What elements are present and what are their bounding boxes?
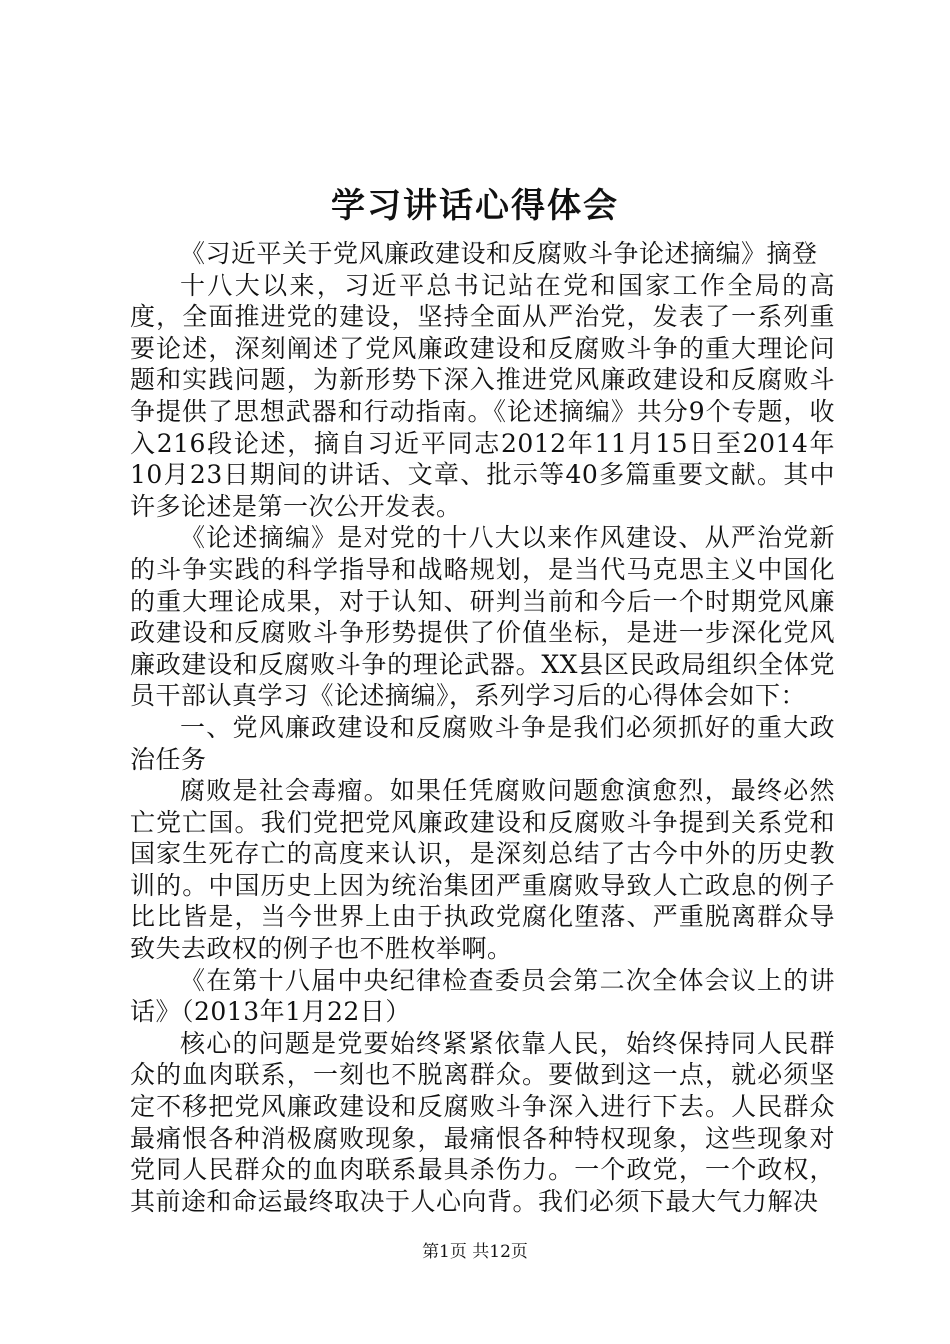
- document-title: 学习讲话心得体会: [331, 186, 619, 226]
- document-body: [130, 238, 835, 1217]
- paragraph-corruption: 腐败是社会毒瘤。如果任凭腐败问题愈演愈烈，最终必然亡党亡国。我们党把党风廉政建设和反腐败斗争提到关系党和国家生死存亡的高度来认识，是深刻总结了古今中外的历史教训的。中国历史上因为统治集团严重腐败导致人亡政息的例子比比皆是，当今世界上由于执政党腐化堕落、严重脱离群众导致失去政权的例子也不胜枚举啊。: [130, 776, 835, 964]
- paragraph-speech-citation: 《在第十八届中央纪律检查委员会第二次全体会议上的讲话》（2013年1月22日）: [130, 965, 835, 1027]
- paragraph-excerpt-heading: 《习近平关于党风廉政建设和反腐败斗争论述摘编》摘登: [180, 239, 818, 268]
- page-number-footer: 第1页 共12页: [422, 1242, 528, 1262]
- paragraph-significance: 《论述摘编》是对党的十八大以来作风建设、从严治党新的斗争实践的科学指导和战略规划，是当代马克思主义中国化的重大理论成果，对于认知、研判当前和今后一个时期党风廉政建设和反腐败斗争形势提供了价值坐标，是进一步深化党风廉政建设和反腐败斗争的理论武器。XX县区民政局组织全体党员干部认真学习《论述摘编》，系列学习后的心得体会如下：: [130, 523, 835, 711]
- paragraph-core-issue: 核心的问题是党要始终紧紧依靠人民，始终保持同人民群众的血肉联系，一刻也不脱离群众。要做到这一点，就必须坚定不移把党风廉政建设和反腐败斗争深入进行下去。人民群众最痛恨各种消极腐败现象，最痛恨各种特权现象，这些现象对党同人民群众的血肉联系最具杀伤力。一个政党，一个政权，其前途和命运最终取决于人心向背。我们必须下最大气力解决: [130, 1028, 835, 1216]
- paragraph-introduction: 十八大以来，习近平总书记站在党和国家工作全局的高度，全面推进党的建设，坚持全面从严治党，发表了一系列重要论述，深刻阐述了党风廉政建设和反腐败斗争的重大理论问题和实践问题，为新形势下深入推进党风廉政建设和反腐败斗争提供了思想武器和行动指南。《论述摘编》共分9个专题，收入216段论述，摘自习近平同志2012年11月15日至2014年10月23日期间的讲话、文章、批示等40多篇重要文献。其中许多论述是第一次公开发表。: [130, 270, 835, 521]
- section-heading-one: 一、党风廉政建设和反腐败斗争是我们必须抓好的重大政治任务: [130, 712, 835, 774]
